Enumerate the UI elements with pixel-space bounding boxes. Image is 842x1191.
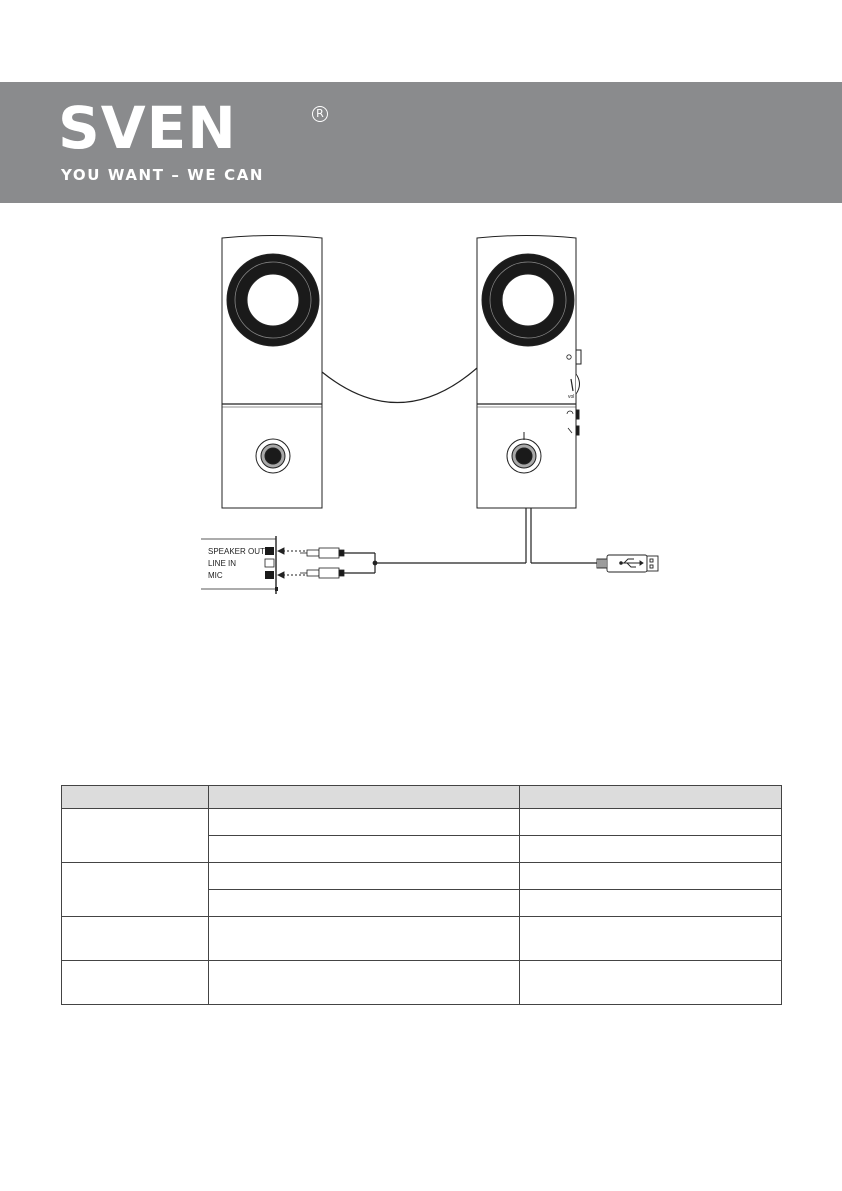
table-cell xyxy=(209,809,520,836)
table-row xyxy=(62,863,782,890)
left-speaker xyxy=(222,236,322,509)
table-cell xyxy=(520,890,782,917)
sound-card-panel xyxy=(201,536,278,594)
table-cell xyxy=(62,961,209,1005)
svg-text:vol: vol xyxy=(568,394,575,400)
brand-name: SVEN xyxy=(58,94,237,162)
table-cell xyxy=(520,917,782,961)
table-row xyxy=(62,809,782,836)
jack-label-mic: MIC xyxy=(208,571,223,580)
spec-table xyxy=(61,785,782,1005)
mic-in-jack xyxy=(265,571,274,579)
table-cell xyxy=(209,836,520,863)
table-cell xyxy=(209,863,520,890)
table-cell xyxy=(209,917,520,961)
table-cell xyxy=(520,961,782,1005)
registered-mark: R xyxy=(312,106,328,122)
header-cell xyxy=(62,786,209,809)
table-row xyxy=(62,961,782,1005)
power-switch xyxy=(576,350,581,364)
mic-jack xyxy=(576,426,579,435)
table-cell xyxy=(62,917,209,961)
speaker-link-cable xyxy=(322,368,477,403)
jack-label-line-in: LINE IN xyxy=(208,559,237,568)
headphone-jack xyxy=(576,410,579,419)
header-cell xyxy=(520,786,782,809)
table-header-row xyxy=(62,786,782,809)
volume-knob xyxy=(576,374,580,394)
speaker-cables xyxy=(344,508,597,573)
table-cell xyxy=(62,863,209,917)
audio-plug-mic xyxy=(300,568,344,578)
table-cell xyxy=(520,836,782,863)
brand-tagline: YOU WANT – WE CAN xyxy=(61,166,265,184)
usb-plug xyxy=(597,555,658,572)
right-speaker xyxy=(477,236,581,509)
table-cell xyxy=(520,863,782,890)
table-cell xyxy=(209,890,520,917)
jack-label-speaker-out: SPEAKER OUT xyxy=(208,547,265,556)
table-cell xyxy=(520,809,782,836)
table-cell xyxy=(209,961,520,1005)
speaker-out-jack xyxy=(265,547,274,555)
insert-arrows xyxy=(278,548,305,578)
audio-plug-speaker-out xyxy=(300,548,344,558)
table-row xyxy=(62,917,782,961)
table-cell xyxy=(62,809,209,863)
header-cell xyxy=(209,786,520,809)
line-in-jack xyxy=(265,559,274,567)
